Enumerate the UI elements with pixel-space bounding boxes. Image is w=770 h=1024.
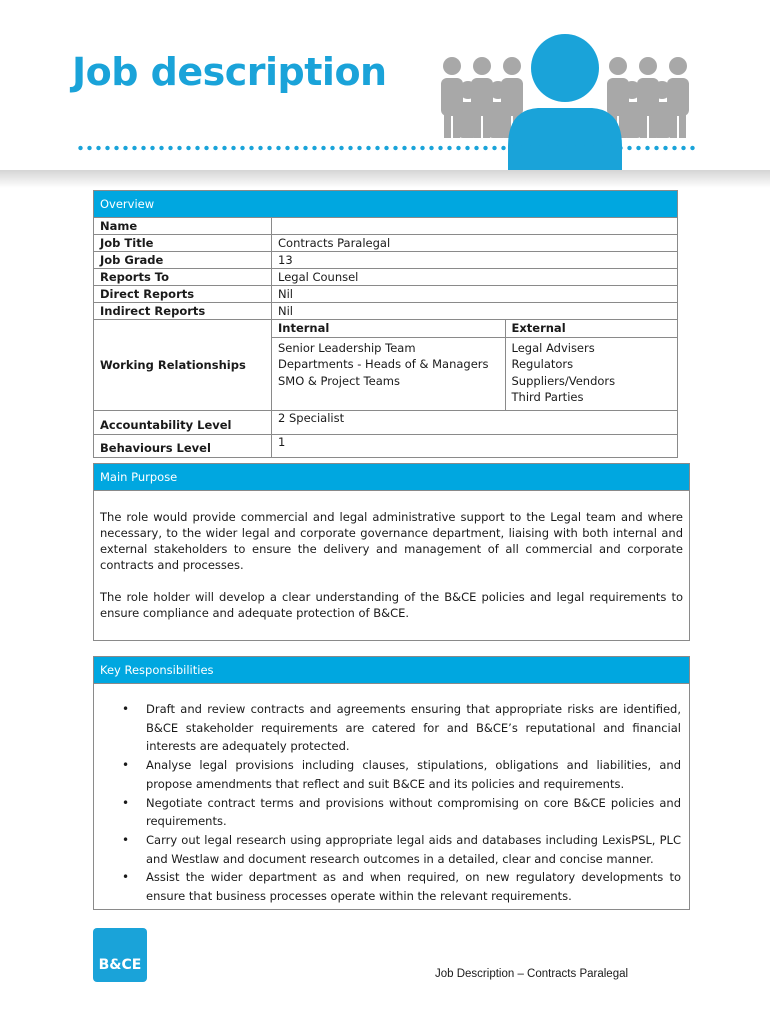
list-item-text: Carry out legal research using appropriate legal aids and databases including LexisPSL, PLC and Westlaw and document research outcomes in a detailed, clear and concise manner. <box>146 832 681 866</box>
list-item-text: Negotiate contract terms and provisions without compromising on core B&CE policies and requirements. <box>146 795 681 829</box>
overview-row <box>94 286 678 303</box>
dotted-divider <box>76 145 696 151</box>
external-list <box>505 337 677 410</box>
overview-row <box>94 235 678 252</box>
list-item <box>122 756 681 793</box>
accountability-row <box>94 410 678 434</box>
list-item <box>122 831 681 868</box>
list-item <box>122 700 681 756</box>
people-group-illustration <box>430 28 700 178</box>
overview-label: Job Grade <box>94 252 272 269</box>
main-purpose-heading: Main Purpose <box>94 464 689 491</box>
internal-list <box>272 337 505 410</box>
behaviours-value: 1 <box>272 434 678 457</box>
key-responsibilities-section <box>93 656 690 910</box>
bce-logo: B&CE <box>93 928 147 982</box>
internal-heading: Internal <box>272 320 505 337</box>
working-relationships-row <box>94 320 678 411</box>
main-purpose-paragraph: The role holder will develop a clear understanding of the B&CE policies and legal requirements to ensure compliance and adequate protection of B&CE. <box>100 590 683 620</box>
overview-value: Contracts Paralegal <box>272 235 678 252</box>
overview-value: Legal Counsel <box>272 269 678 286</box>
list-item-text: Assist the wider department as and when required, on new regulatory developments to ensure that business processes operate within the relevant requirements. <box>146 870 681 904</box>
overview-value: Nil <box>272 286 678 303</box>
list-item-text: Analyse legal provisions including clauses, stipulations, obligations and liabilities, and propose amendments that reflect and suit B&CE and its policies and requirements. <box>146 758 681 791</box>
person-figure <box>621 81 643 138</box>
relationships-table <box>272 320 677 410</box>
external-heading: External <box>505 320 677 337</box>
overview-row <box>94 218 678 235</box>
bullet-icon: • <box>122 758 130 773</box>
person-figure <box>651 81 673 138</box>
highlighted-person <box>508 34 622 178</box>
overview-row <box>94 303 678 320</box>
list-item <box>122 868 681 905</box>
main-purpose-paragraph: The role would provide commercial and legal administrative support to the Legal team and where necessary, to the wider legal and corporate governance department, liaising with both internal and external stakeholders to ensure the delivery and management of all commercial and corporate contracts and processes. <box>100 510 683 572</box>
bullet-icon: • <box>122 795 130 810</box>
overview-row <box>94 252 678 269</box>
responsibilities-list <box>94 700 689 906</box>
list-item-text: Draft and review contracts and agreements ensuring that appropriate risks are identified, B&CE stakeholder requirements are catered for and B&CE’s reputational and financial interests are adequately protected. <box>146 702 681 754</box>
external-item: Regulators <box>511 357 574 371</box>
person-figure <box>457 81 479 138</box>
accountability-label: Accountability Level <box>94 410 272 434</box>
overview-value <box>272 218 678 235</box>
working-relationships-label: Working Relationships <box>94 320 272 411</box>
external-item: Third Parties <box>511 390 584 404</box>
internal-item: Senior Leadership Team <box>278 340 416 355</box>
overview-label: Job Title <box>94 235 272 252</box>
overview-header-row <box>94 191 678 218</box>
overview-label: Direct Reports <box>94 286 272 303</box>
footer-text: Job Description – Contracts Paralegal <box>435 968 629 980</box>
header-shadow <box>0 170 770 188</box>
external-item: Suppliers/Vendors <box>511 373 616 388</box>
bullet-icon: • <box>122 702 130 716</box>
accountability-value: 2 Specialist <box>272 410 678 434</box>
external-item: Legal Advisers <box>511 340 595 355</box>
key-responsibilities-heading: Key Responsibilities <box>94 657 689 684</box>
overview-label: Indirect Reports <box>94 303 272 320</box>
working-relationships-cell <box>272 320 678 411</box>
overview-label: Reports To <box>94 269 272 286</box>
bullet-icon: • <box>122 832 130 847</box>
overview-value: 13 <box>272 252 678 269</box>
behaviours-row <box>94 434 678 457</box>
overview-row <box>94 269 678 286</box>
list-item <box>122 794 681 831</box>
overview-label: Name <box>94 218 272 235</box>
person-figure <box>487 81 509 138</box>
overview-heading: Overview <box>94 191 678 218</box>
internal-item: Departments - Heads of & Managers <box>278 357 489 371</box>
overview-value: Nil <box>272 303 678 320</box>
page-title: Job description <box>72 50 387 94</box>
overview-table <box>93 190 678 458</box>
behaviours-label: Behaviours Level <box>94 434 272 457</box>
bullet-icon: • <box>122 870 130 885</box>
main-purpose-section <box>93 463 690 641</box>
internal-item: SMO & Project Teams <box>278 373 400 388</box>
